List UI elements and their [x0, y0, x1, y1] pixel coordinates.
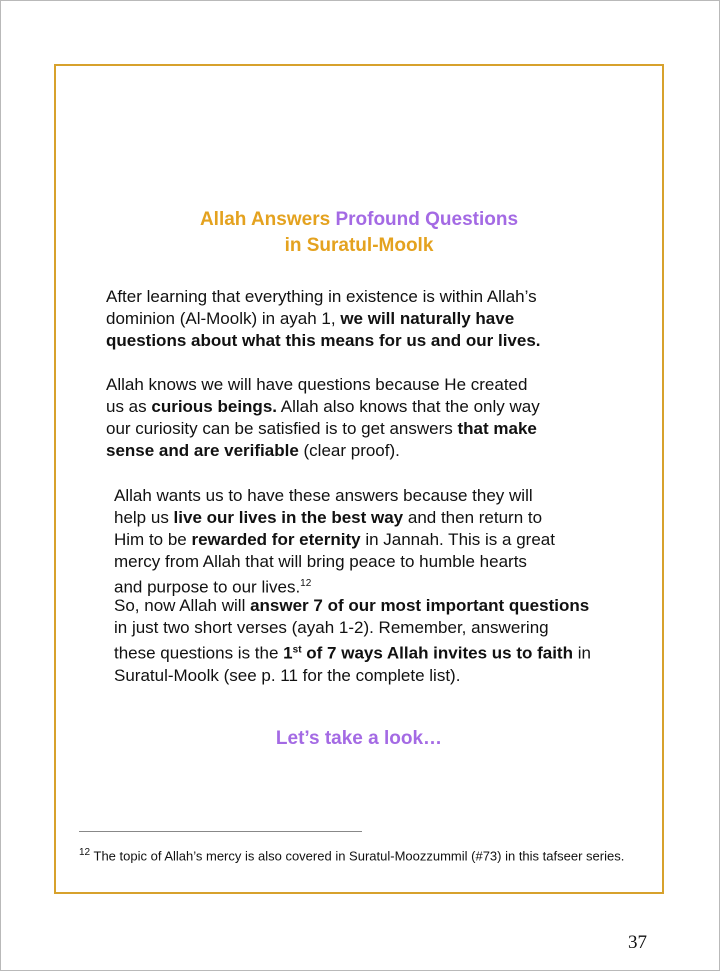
p2-line-3-bold: that make	[457, 419, 537, 438]
p1-line-2	[106, 308, 541, 330]
p2-line-2	[106, 396, 540, 418]
footnote-text: The topic of Allah’s mercy is also covered in Suratul-Moozzummil (#73) in this tafseer series.	[90, 848, 625, 864]
p3-line-2	[114, 507, 555, 529]
p4-line-1-bold: answer 7 of our most important questions	[250, 596, 590, 615]
p3-line-3-text: Him to be	[114, 530, 192, 549]
content-frame	[54, 64, 664, 894]
p2-line-2-bold: curious beings.	[151, 397, 277, 416]
paragraph-3	[114, 485, 555, 599]
p3-line-3-rest: in Jannah. This is a great	[360, 530, 555, 549]
p4-line-3-bold: of 7 ways Allah invites us to faith	[301, 643, 573, 663]
footnote	[79, 843, 639, 865]
p1-line-3	[106, 330, 541, 352]
p2-line-2-rest: Allah also knows that the only way	[277, 397, 540, 416]
p1-line-2-bold: we will naturally have	[340, 309, 515, 328]
p2-line-4-bold: sense and are verifiable	[106, 441, 299, 460]
p3-line-3-bold: rewarded for eternity	[191, 530, 361, 549]
p3-line-5-text: and purpose to our lives.	[114, 577, 301, 597]
call-to-action: Let’s take a look…	[275, 728, 443, 749]
p1-line-2-text: dominion (Al-Moolk) in ayah 1,	[106, 309, 341, 328]
p2-line-3-text: our curiosity can be satisfied is to get answers	[106, 419, 458, 438]
page-title	[56, 207, 662, 259]
p3-line-3	[114, 529, 555, 551]
p3-line-1: Allah wants us to have these answers because they will	[114, 486, 533, 505]
p4-line-3-rest: in	[572, 643, 591, 663]
p2-line-1: Allah knows we will have questions because He created	[106, 375, 528, 394]
p4-line-3	[114, 639, 591, 665]
p4-line-4: Suratul-Moolk (see p. 11 for the complete list).	[114, 665, 461, 685]
p2-line-4	[106, 440, 540, 462]
p1-line-3-bold: questions about what this means for us and our lives.	[106, 331, 541, 350]
title-gold-part: Allah Answers	[199, 209, 331, 230]
p3-line-2-text: help us	[114, 508, 174, 527]
p4-line-1	[114, 595, 591, 617]
p4-line-1-text: So, now Allah will	[114, 596, 251, 615]
title-line-1	[56, 207, 662, 233]
page-number: 37	[628, 932, 647, 953]
title-line-2: in Suratul-Moolk	[284, 235, 434, 256]
p3-line-4: mercy from Allah that will bring peace to humble hearts	[114, 552, 527, 571]
p3-line-2-bold: live our lives in the best way	[173, 508, 404, 527]
paragraph-1	[106, 286, 541, 352]
footnote-number: 12	[79, 847, 91, 858]
p2-line-2-text: us as	[106, 397, 152, 416]
p1-line-1: After learning that everything in existence is within Allah’s	[106, 287, 537, 306]
footnote-reference: 12	[300, 578, 312, 589]
p4-line-3-text: these questions is the	[114, 643, 284, 663]
footnote-divider	[79, 831, 362, 832]
p4-line-2: in just two short verses (ayah 1-2). Remember, answering	[114, 618, 549, 637]
paragraph-2	[106, 374, 540, 462]
p2-line-4-rest: (clear proof).	[298, 441, 400, 460]
p2-line-3	[106, 418, 540, 440]
p4-line-3-bold-sup: st	[292, 644, 302, 655]
p4-line-3-bold-num: 1	[283, 643, 293, 663]
paragraph-4	[114, 595, 591, 687]
title-purple-part: Profound Questions	[335, 209, 519, 230]
p3-line-2-rest: and then return to	[403, 508, 543, 527]
